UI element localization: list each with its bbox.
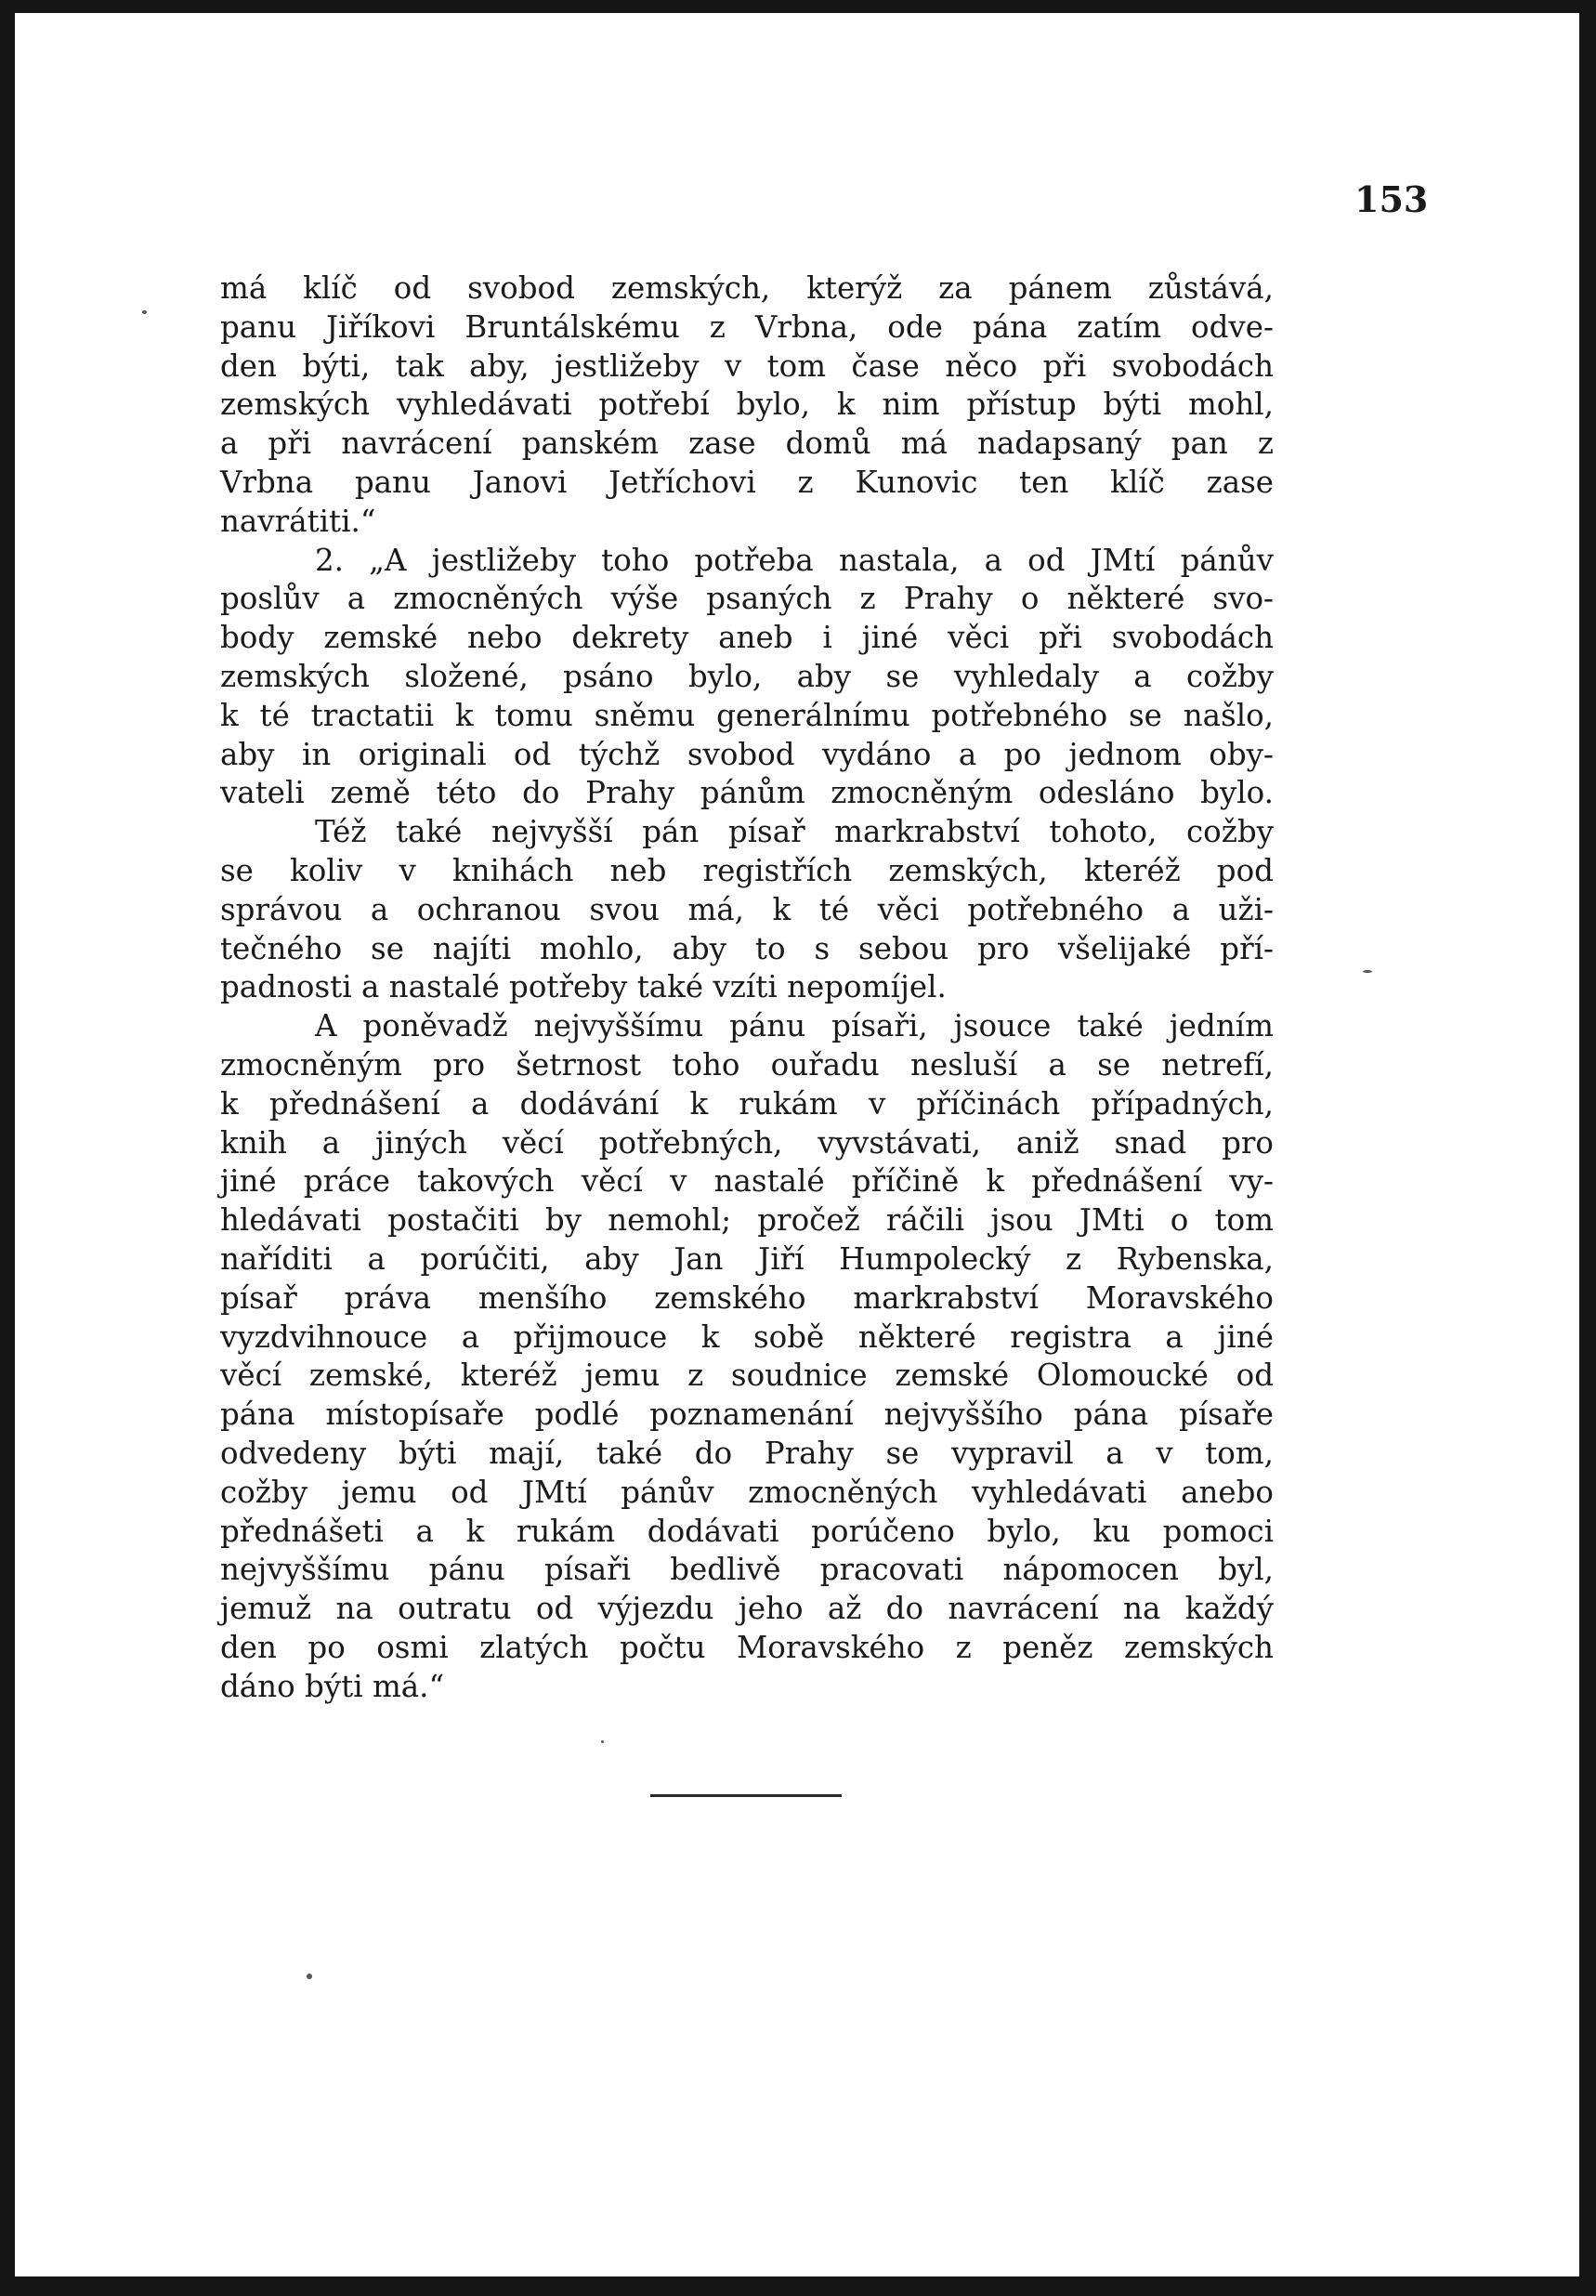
text-line: a při navrácení panském zase domů má nadapsaný pan z — [220, 426, 1274, 462]
text-line: dáno býti má.“ — [220, 1668, 445, 1704]
text-line: knih a jiných věcí potřebných, vyvstávati, aniž snad pro — [220, 1124, 1274, 1161]
text-line: zemských složené, psáno bylo, aby se vyhledaly a cožby — [220, 658, 1274, 694]
text-line: Vrbna panu Janovi Jetříchovi z Kunovic ten klíč zase — [220, 464, 1274, 500]
text-line: písař práva menšího zemského markrabství Moravského — [220, 1279, 1274, 1316]
text-line: věcí zemské, kteréž jemu z soudnice zemské Olomoucké od — [220, 1358, 1274, 1394]
text-line: k té tractatii k tomu sněmu generálnímu potřebného se našlo, — [220, 697, 1274, 733]
text-line: odvedeny býti mají, také do Prahy se vypravil a v tom, — [220, 1435, 1274, 1471]
text-line: vateli země této do Prahy pánům zmocněným odesláno bylo. — [220, 775, 1274, 811]
text-line: Též také nejvyšší pán písař markrabství tohoto, cožby — [315, 814, 1274, 850]
text-line: se koliv v knihách neb registřích zemských, kteréž pod — [220, 852, 1274, 888]
text-line: body zemské nebo dekrety aneb i jiné věci při svobodách — [220, 620, 1274, 656]
text-line: A poněvadž nejvyššímu pánu písaři, jsouce také jedním — [315, 1008, 1274, 1044]
text-line: má klíč od svobod zemských, kterýž za pánem zůstává, — [220, 270, 1274, 306]
text-line: hledávati postačiti by nemohl; pročež ráčili jsou JMti o tom — [220, 1202, 1274, 1239]
text-line: tečného se najíti mohlo, aby to s sebou pro všelijaké pří- — [220, 930, 1274, 966]
scan-speck — [1363, 970, 1372, 973]
text-line: vyzdvihnouce a přijmouce k sobě některé registra a jiné — [220, 1319, 1274, 1355]
text-line: padnosti a nastalé potřeby také vzíti nepomíjel. — [220, 969, 947, 1005]
text-line: 2. „A jestližeby toho potřeba nastala, a od JMtí pánův — [315, 542, 1274, 578]
text-line: panu Jiříkovi Bruntálskému z Vrbna, ode pána zatím odve- — [220, 308, 1274, 345]
text-line: cožby jemu od JMtí pánův zmocněných vyhledávati anebo — [220, 1474, 1274, 1510]
text-line: správou a ochranou svou má, k té věci potřebného a uži- — [220, 891, 1274, 927]
text-line: pána místopísaře podlé poznamenání nejvyššího pána písaře — [220, 1397, 1274, 1433]
text-line: den po osmi zlatých počtu Moravského z peněz zemských — [220, 1629, 1274, 1665]
text-line: jemuž na outratu od výjezdu jeho až do navrácení na každý — [220, 1591, 1274, 1627]
scan-speck — [601, 1740, 604, 1743]
page-number: 153 — [1354, 178, 1429, 220]
text-line: poslův a zmocněných výše psaných z Prahy o některé svo- — [220, 581, 1274, 617]
text-line: zemských vyhledávati potřebí bylo, k nim přístup býti mohl, — [220, 387, 1274, 423]
scan-border-bottom — [0, 2276, 1596, 2296]
scan-border-left — [0, 0, 15, 2296]
text-line: k přednášení a dodávání k rukám v příčinách případných, — [220, 1085, 1274, 1122]
scan-speck — [307, 1974, 312, 1979]
scan-border-right — [1579, 0, 1596, 2296]
text-line: aby in originali od týchž svobod vydáno a po jednom oby- — [220, 736, 1274, 772]
scan-border-top — [0, 0, 1596, 13]
body-text — [220, 269, 1274, 1706]
text-line: přednášeti a k rukám dodávati porúčeno bylo, ku pomoci — [220, 1513, 1274, 1549]
text-line: jiné práce takových věcí v nastalé příčině k přednášení vy- — [220, 1163, 1274, 1200]
text-line: zmocněným pro šetrnost toho ouřadu nesluší a se netrefí, — [220, 1046, 1274, 1082]
text-line: nejvyššímu pánu písaři bedlivě pracovati nápomocen byl, — [220, 1552, 1274, 1588]
scan-speck — [142, 310, 147, 314]
text-line: den býti, tak aby, jestližeby v tom čase něco při svobodách — [220, 348, 1274, 384]
text-line: naříditi a porúčiti, aby Jan Jiří Humpolecký z Rybenska, — [220, 1240, 1274, 1277]
text-line: navrátiti.“ — [220, 503, 376, 539]
section-end-rule — [650, 1794, 842, 1797]
